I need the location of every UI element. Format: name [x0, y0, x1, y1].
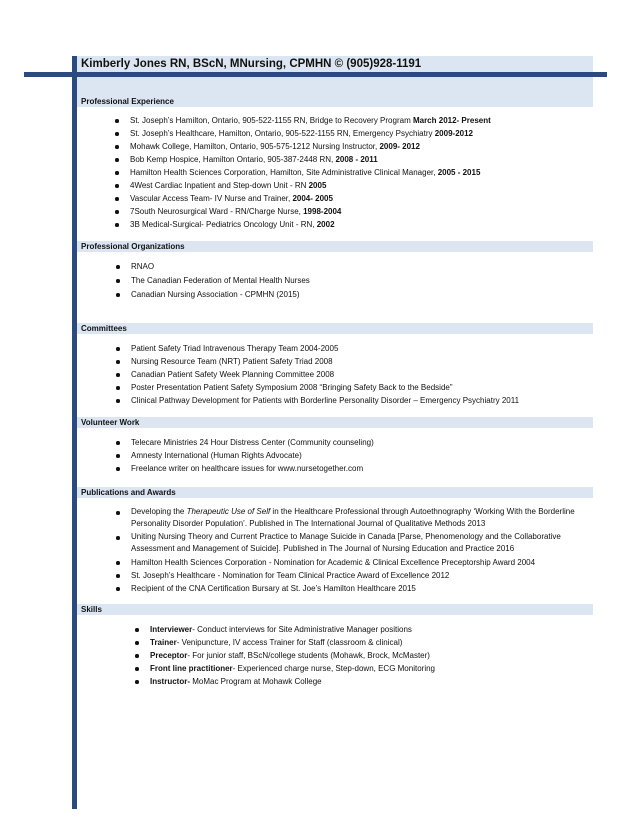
experience-list [130, 114, 491, 231]
section-title-publications: Publications and Awards [81, 488, 176, 497]
list-item: Hamilton Health Sciences Corporation, Hamilton, Site Administrative Clinical Manager, 2005 - 2015 [130, 166, 491, 179]
list-item: Patient Safety Triad Intravenous Therapy Team 2004-2005 [131, 342, 519, 355]
volunteer-list [131, 436, 374, 475]
list-item: St. Joseph’s Hamilton, Ontario, 905-522-1155 RN, Bridge to Recovery Program March 2012- Present [130, 116, 491, 125]
list-item: Vascular Access Team- IV Nurse and Trainer, 2004- 2005 [130, 192, 491, 205]
list-item: Canadian Patient Safety Week Planning Committee 2008 [131, 368, 519, 381]
list-item: 7South Neurosurgical Ward - RN/Charge Nurse, 1998-2004 [130, 205, 491, 218]
left-accent-bar [72, 56, 77, 809]
list-item: 4West Cardiac Inpatient and Step-down Unit - RN 2005 [130, 179, 491, 192]
list-item: Freelance writer on healthcare issues for www.nursetogether.com [131, 462, 374, 475]
list-item: Clinical Pathway Development for Patients with Borderline Personality Disorder – Emergency Psychiatry 2011 [131, 396, 520, 405]
list-item: Uniting Nursing Theory and Current Practice to Manage Suicide in Canada [Parse, Phenomenology and the Collaborative Assessment and Management of Suicide]. Published in The Journal of Nursing Education and Practice 2016 [131, 531, 593, 555]
skills-list [150, 623, 435, 688]
publications-list [131, 506, 593, 595]
section-bar-committees [77, 323, 593, 334]
list-item: Mohawk College, Hamilton, Ontario, 905-575-1212 Nursing Instructor, 2009- 2012 [130, 140, 491, 153]
resume-name-header: Kimberly Jones RN, BScN, MNursing, CPMHN © (905)928-1191 [81, 58, 422, 70]
list-item: Canadian Nursing Association - CPMHN (2015) [131, 288, 310, 302]
list-item: Preceptor- For junior staff, BScN/college students (Mohawk, Brock, McMaster) [150, 649, 435, 662]
list-item: Instructor- MoMac Program at Mohawk College [150, 675, 435, 688]
section-title-committees: Committees [81, 324, 127, 333]
list-item: St. Joseph’s Healthcare - Nomination for Team Clinical Practice Award of Excellence 2012 [131, 569, 593, 582]
section-bar-skills [77, 604, 593, 615]
list-item: Front line practitioner- Experienced charge nurse, Step-down, ECG Monitoring [150, 664, 435, 673]
list-item: Bob Kemp Hospice, Hamilton Ontario, 905-387-2448 RN, 2008 - 2011 [130, 153, 491, 166]
list-item: Amnesty International (Human Rights Advocate) [131, 449, 374, 462]
list-item: Recipient of the CNA Certification Bursary at St. Joe’s Hamilton Healthcare 2015 [131, 582, 593, 595]
list-item: Trainer- Venipuncture, IV access Trainer for Staff (classroom & clinical) [150, 636, 435, 649]
committees-list [131, 342, 519, 407]
section-bar-volunteer [77, 417, 593, 428]
list-item: Poster Presentation Patient Safety Symposium 2008 “Bringing Safety Back to the Bedside” [131, 381, 519, 394]
list-item: Nursing Resource Team (NRT) Patient Safety Triad 2008 [131, 355, 519, 368]
list-item: Developing the Therapeutic Use of Self in the Healthcare Professional through Autoethnography ‘Working With the Borderline Personality Disorder Population’. Published in The International Journal of Qualitative Methods 2013 [131, 506, 593, 530]
section-title-organizations: Professional Organizations [81, 242, 185, 251]
list-item: RNAO [131, 260, 310, 274]
section-title-skills: Skills [81, 605, 102, 614]
organizations-list [131, 260, 310, 302]
list-item: The Canadian Federation of Mental Health Nurses [131, 274, 310, 288]
list-item: St. Joseph’s Healthcare, Hamilton, Ontario, 905-522-1155 RN, Emergency Psychiatry 2009-2012 [130, 127, 491, 140]
list-item: Interviewer- Conduct interviews for Site Administrative Manager positions [150, 623, 435, 636]
section-title-experience: Professional Experience [81, 97, 174, 106]
list-item: Telecare Ministries 24 Hour Distress Center (Community counseling) [131, 438, 374, 447]
list-item: Hamilton Health Sciences Corporation - Nomination for Academic & Clinical Excellence Preceptorship Award 2004 [131, 556, 593, 569]
section-title-volunteer: Volunteer Work [81, 418, 140, 427]
list-item: 3B Medical-Surgical- Pediatrics Oncology Unit - RN, 2002 [130, 218, 491, 231]
